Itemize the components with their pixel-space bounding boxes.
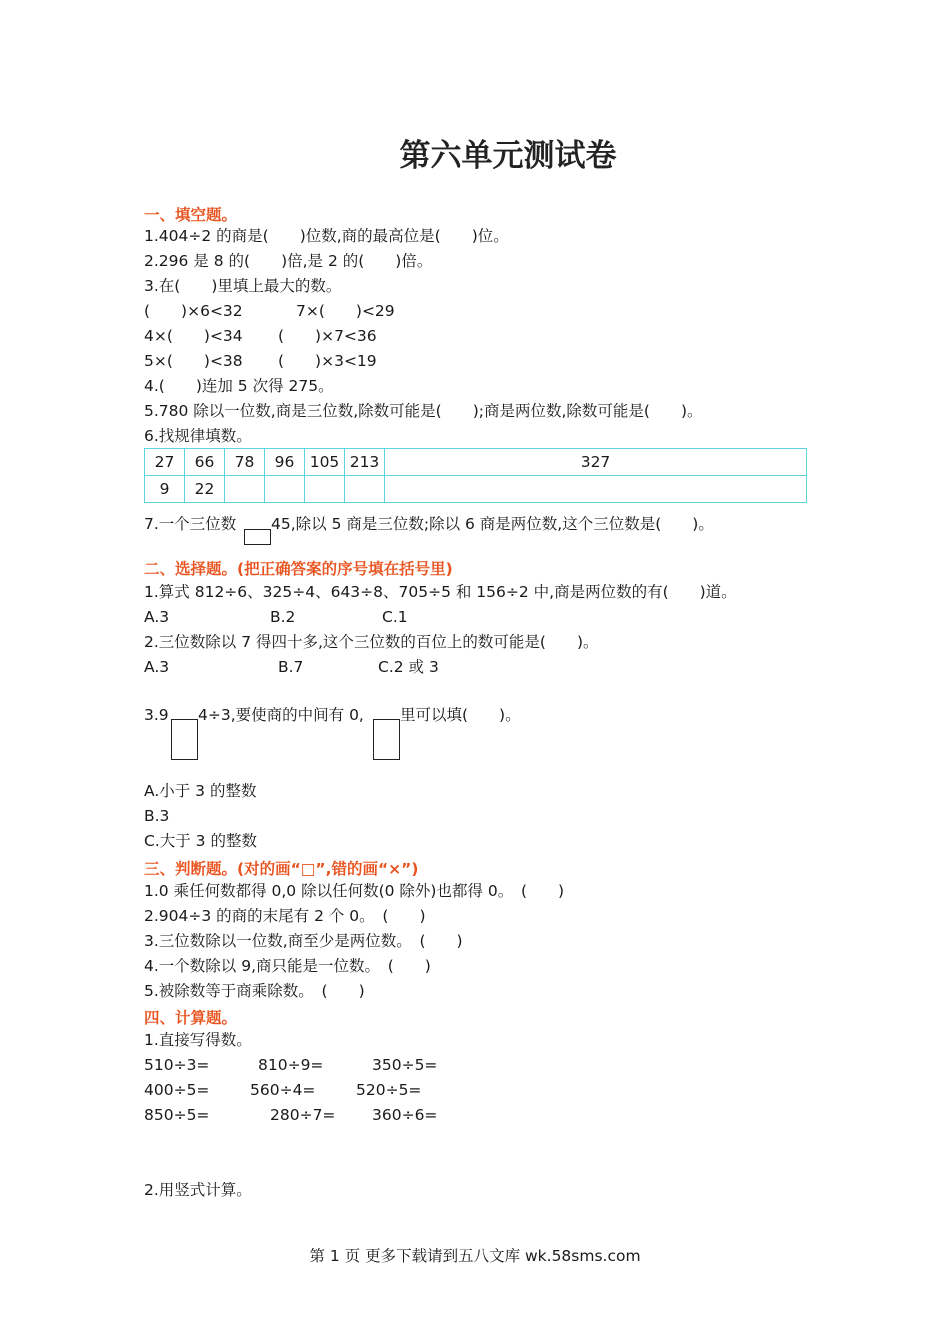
- question-2-1: 1.算式 812÷6、325÷4、643÷8、705÷5 和 156÷2 中,商是两位数的有( )道。: [144, 583, 737, 601]
- question-1-1: 1.404÷2 的商是( )位数,商的最高位是( )位。: [144, 227, 509, 245]
- table-cell: 105: [305, 449, 345, 476]
- question-1-3c: 4×( )<34: [144, 327, 243, 345]
- option-2-3-b: B.3: [144, 807, 170, 825]
- table-cell: 22: [185, 476, 225, 503]
- pattern-table: [144, 448, 807, 503]
- option-2-1-c: C.1: [382, 608, 408, 626]
- question-1-2: 2.296 是 8 的( )倍,是 2 的( )倍。: [144, 252, 433, 270]
- option-2-2-b: B.7: [278, 658, 304, 676]
- table-cell: 213: [345, 449, 385, 476]
- table-cell: [225, 476, 265, 503]
- page-title: 第六单元测试卷: [399, 138, 617, 174]
- question-1-7-part1: 7.一个三位数: [144, 515, 237, 533]
- option-2-1-b: B.2: [270, 608, 296, 626]
- table-cell: [305, 476, 345, 503]
- calc-item: 400÷5=: [144, 1081, 210, 1099]
- question-1-3a: ( )×6<32: [144, 302, 243, 320]
- question-1-5: 5.780 除以一位数,商是三位数,除数可能是( );商是两位数,除数可能是( )。: [144, 402, 703, 420]
- option-2-2-c: C.2 或 3: [378, 658, 439, 676]
- table-cell: 9: [145, 476, 185, 503]
- question-1-4: 4.( )连加 5 次得 275。: [144, 377, 334, 395]
- table-cell: 78: [225, 449, 265, 476]
- option-2-2-a: A.3: [144, 658, 170, 676]
- section-2-heading: 二、选择题。(把正确答案的序号填在括号里): [144, 560, 453, 578]
- table-cell: [385, 476, 807, 503]
- calc-item: 810÷9=: [258, 1056, 324, 1074]
- table-cell: 96: [265, 449, 305, 476]
- table-cell: [345, 476, 385, 503]
- calc-item: 360÷6=: [372, 1106, 438, 1124]
- calc-item: 510÷3=: [144, 1056, 210, 1074]
- table-cell: 66: [185, 449, 225, 476]
- option-2-3-c: C.大于 3 的整数: [144, 832, 257, 850]
- question-1-3b: 7×( )<29: [296, 302, 395, 320]
- question-1-3d: ( )×7<36: [278, 327, 377, 345]
- table-cell: 27: [145, 449, 185, 476]
- question-2-3-part2: 4÷3,要使商的中间有 0,: [198, 706, 364, 724]
- answer-box: [171, 719, 198, 760]
- answer-box: [244, 529, 271, 545]
- section-4-heading: 四、计算题。: [144, 1009, 238, 1027]
- question-1-3f: ( )×3<19: [278, 352, 377, 370]
- table-cell: [265, 476, 305, 503]
- option-2-1-a: A.3: [144, 608, 170, 626]
- calc-item: 350÷5=: [372, 1056, 438, 1074]
- calc-item: 560÷4=: [250, 1081, 316, 1099]
- table-row: [145, 476, 807, 503]
- section-3-heading: 三、判断题。(对的画“□”,错的画“×”): [144, 860, 419, 878]
- question-2-3-part3: 里可以填( )。: [400, 706, 521, 724]
- judgement-item: 2.904÷3 的商的末尾有 2 个 0。 ( ): [144, 907, 426, 925]
- section-1-heading: 一、填空题。: [144, 206, 238, 224]
- question-1-6: 6.找规律填数。: [144, 427, 252, 445]
- calc-item: 520÷5=: [356, 1081, 422, 1099]
- judgement-item: 3.三位数除以一位数,商至少是两位数。 ( ): [144, 932, 463, 950]
- table-cell: 327: [385, 449, 807, 476]
- calc-item: 850÷5=: [144, 1106, 210, 1124]
- question-2-2: 2.三位数除以 7 得四十多,这个三位数的百位上的数可能是( )。: [144, 633, 599, 651]
- question-1-3e: 5×( )<38: [144, 352, 243, 370]
- question-4-2: 2.用竖式计算。: [144, 1181, 252, 1199]
- question-2-3-part1: 3.9: [144, 706, 169, 724]
- calc-item: 280÷7=: [270, 1106, 336, 1124]
- option-2-3-a: A.小于 3 的整数: [144, 782, 257, 800]
- page-footer: 第 1 页 更多下载请到五八文库 wk.58sms.com: [309, 1247, 641, 1265]
- answer-box: [373, 719, 400, 760]
- judgement-item: 5.被除数等于商乘除数。 ( ): [144, 982, 365, 1000]
- question-4-1: 1.直接写得数。: [144, 1031, 252, 1049]
- judgement-item: 4.一个数除以 9,商只能是一位数。 ( ): [144, 957, 431, 975]
- question-1-7-part2: 45,除以 5 商是三位数;除以 6 商是两位数,这个三位数是( )。: [271, 515, 714, 533]
- table-row: [145, 449, 807, 476]
- judgement-item: 1.0 乘任何数都得 0,0 除以任何数(0 除外)也都得 0。 ( ): [144, 882, 565, 900]
- question-1-3: 3.在( )里填上最大的数。: [144, 277, 342, 295]
